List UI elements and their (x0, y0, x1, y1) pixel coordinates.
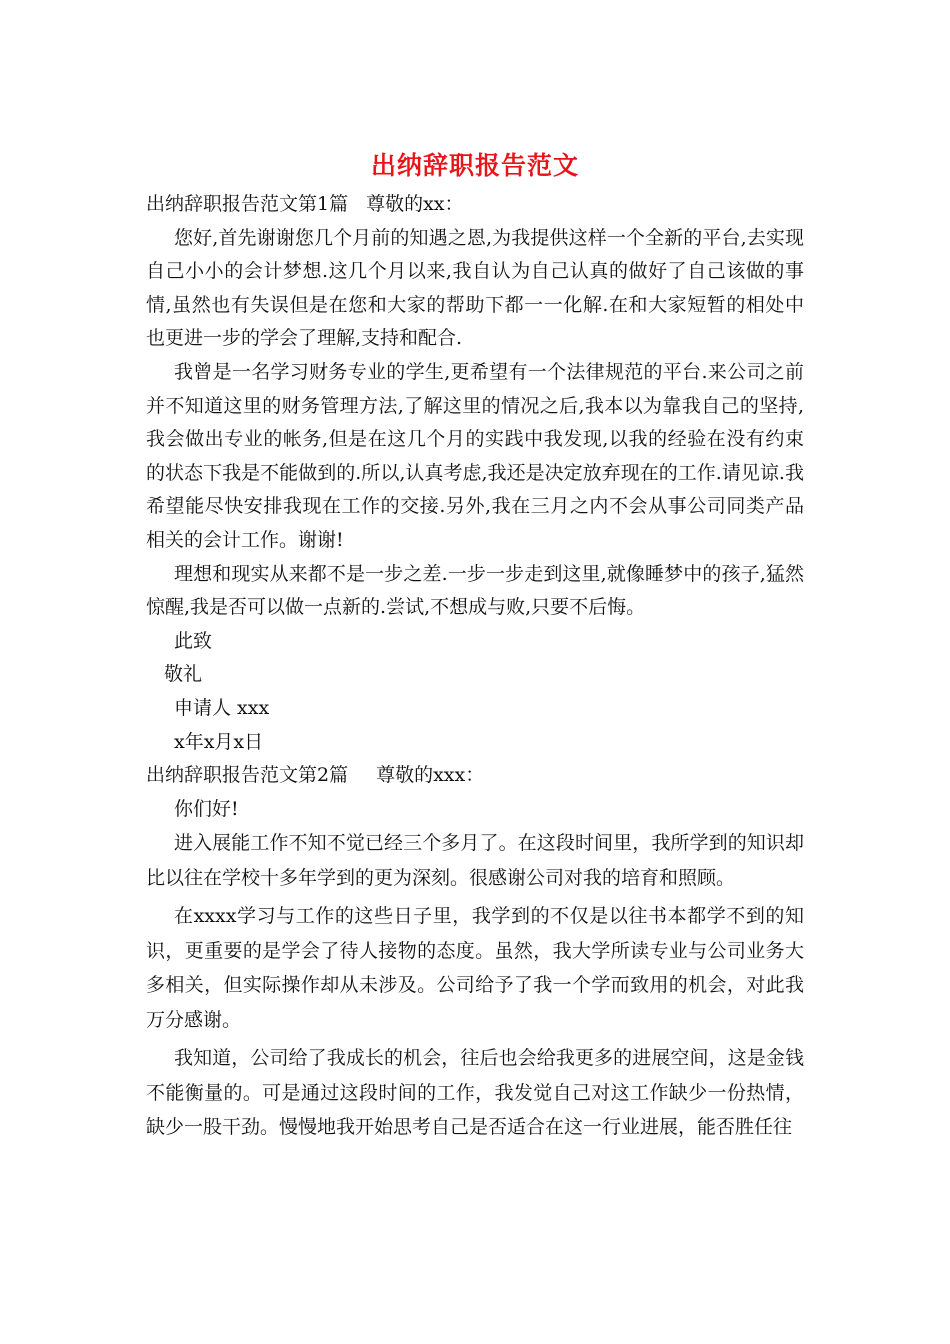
article-1-regards: 敬礼 (164, 663, 203, 686)
article-2-greeting: 你们好! (174, 797, 239, 820)
article-2-paragraph-1: 进入展能工作不知不觉已经三个多月了。在这段时间里，我所学到的知识却比以往在学校十多年学到的更为深刻。很感谢公司对我的培育和照顾。 (146, 832, 804, 889)
article-1-heading-line (146, 188, 804, 222)
article-1-applicant: 申请人 xxx (174, 696, 270, 719)
article-2-salutation: 尊敬的xxx： (376, 764, 485, 787)
article-1-heading: 出纳辞职报告范文第1篇 (146, 193, 349, 215)
article-1-salutation: 尊敬的xx： (366, 193, 464, 215)
article-2 (146, 759, 804, 1145)
article-1-paragraph-1: 您好,首先谢谢您几个月前的知遇之恩,为我提供这样一个全新的平台,去实现自己小小的会计梦想.这几个月以来,我自认为自己认真的做好了自己该做的事情,虽然也有失误但是在您和大家的帮助下都一一化解.在和大家短暂的相处中也更进一步的学会了理解,支持和配合. (146, 226, 804, 350)
article-2-heading: 出纳辞职报告范文第2篇 (146, 764, 349, 787)
article-2-heading-line (146, 759, 804, 793)
article-2-paragraph-2: 在xxxx学习与工作的这些日子里，我学到的不仅是以往书本都学不到的知识，更重要的是学会了待人接物的态度。虽然，我大学所读专业与公司业务大多相关，但实际操作却从未涉及。公司给予了我一个学而致用的机会，对此我万分感谢。 (146, 905, 804, 1031)
article-1-paragraph-2: 我曾是一名学习财务专业的学生,更希望有一个法律规范的平台.来公司之前并不知道这里的财务管理方法,了解这里的情况之后,我本以为靠我自己的坚持,我会做出专业的帐务,但是在这几个月的实践中我发现,以我的经验在没有约束的状态下我是不能做到的.所以,认真考虑,我还是决定放弃现在的工作.请见谅.我希望能尽快安排我现在工作的交接.另外,我在三月之内不会从事公司同类产品相关的会计工作。谢谢! (146, 360, 804, 551)
article-1 (146, 188, 804, 759)
article-1-date: x年x月x日 (174, 730, 264, 753)
article-2-paragraph-3: 我知道，公司给了我成长的机会，往后也会给我更多的进展空间，这是金钱不能衡量的。可是通过这段时间的工作，我发觉自己对这工作缺少一份热情，缺少一股干劲。慢慢地我开始思考自己是否适合在这一行业进展，能否胜任往 (146, 1047, 804, 1139)
article-1-closing: 此致 (174, 629, 213, 652)
document-title: 出纳辞职报告范文 (370, 151, 579, 180)
article-1-paragraph-3: 理想和现实从来都不是一步之差.一步一步走到这里,就像睡梦中的孩子,猛然惊醒,我是否可以做一点新的.尝试,不想成与败,只要不后悔。 (146, 562, 804, 619)
